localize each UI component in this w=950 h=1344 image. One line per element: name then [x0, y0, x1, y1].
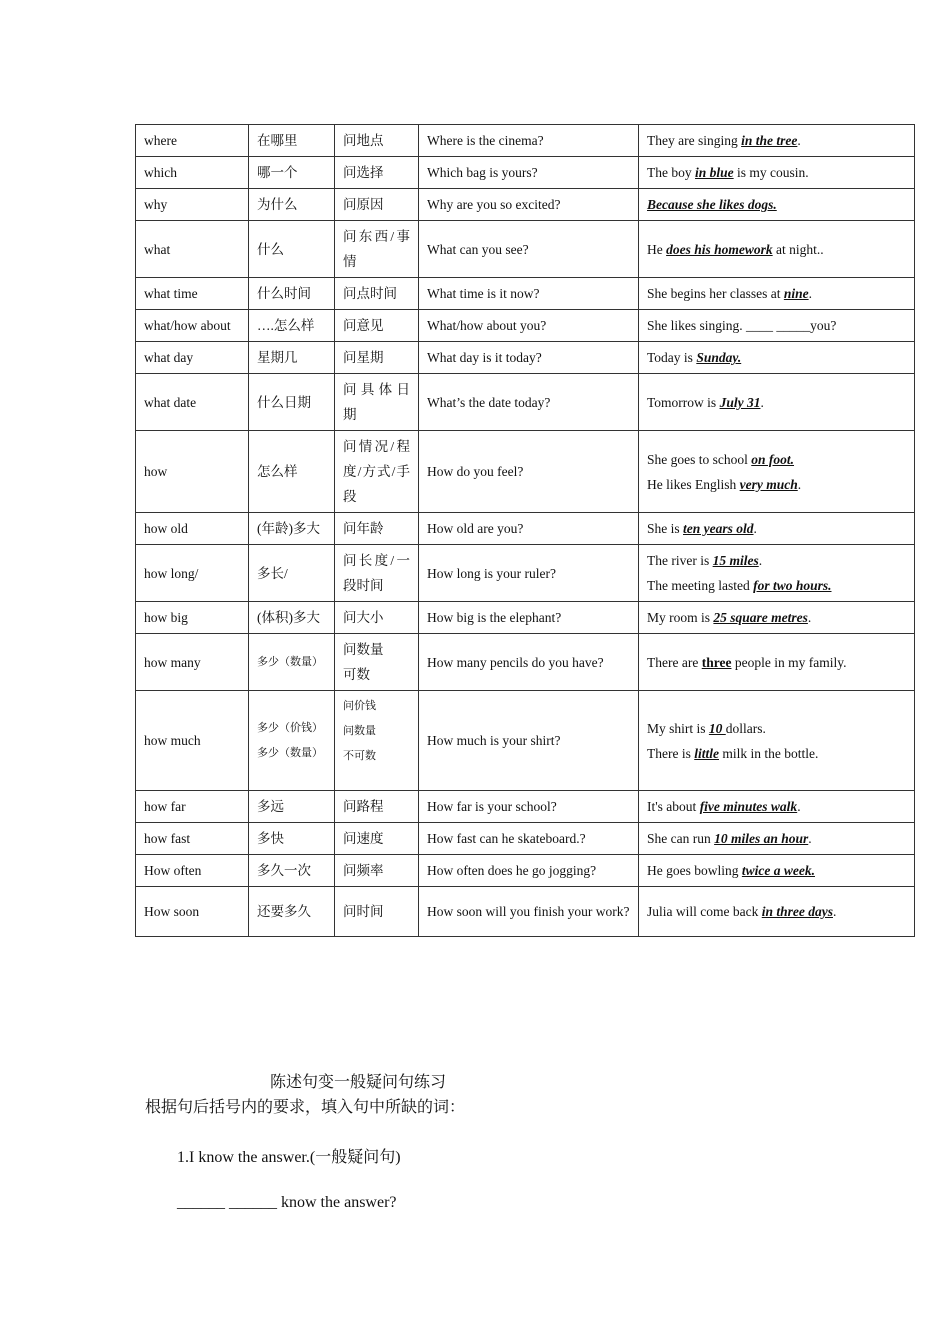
example-answer: She is ten years old.: [639, 513, 915, 545]
answer-line: The river is 15 miles.: [647, 553, 763, 568]
chinese-meaning: 多久一次: [249, 855, 335, 887]
usage: 问速度: [335, 823, 419, 855]
answer-highlight: for two hours.: [753, 578, 832, 593]
question-word: How soon: [136, 887, 249, 937]
question-word: How often: [136, 855, 249, 887]
chinese-meaning: 为什么: [249, 189, 335, 221]
table-row: [136, 221, 915, 278]
question-word: which: [136, 157, 249, 189]
example-question: What time is it now?: [419, 278, 639, 310]
example-question: Why are you so excited?: [419, 189, 639, 221]
usage: 问点时间: [335, 278, 419, 310]
table-row: [136, 513, 915, 545]
example-answer: She begins her classes at nine.: [639, 278, 915, 310]
chinese-meaning: 还要多久: [249, 887, 335, 937]
example-question: What’s the date today?: [419, 374, 639, 431]
question-word: how long/: [136, 545, 249, 602]
example-answer: There are three people in my family.: [639, 634, 915, 691]
example-answer: Today is Sunday.: [639, 342, 915, 374]
answer-highlight: in three days: [761, 904, 833, 919]
table-row: [136, 691, 915, 791]
table-row: [136, 823, 915, 855]
usage: 问星期: [335, 342, 419, 374]
table-row: [136, 189, 915, 221]
usage: 问原因: [335, 189, 419, 221]
example-answer: He goes bowling twice a week.: [639, 855, 915, 887]
chinese-meaning: ….怎么样: [249, 310, 335, 342]
usage: 问时间: [335, 887, 419, 937]
example-question: What can you see?: [419, 221, 639, 278]
chinese-meaning: 什么: [249, 221, 335, 278]
example-question: How long is your ruler?: [419, 545, 639, 602]
question-word: what day: [136, 342, 249, 374]
answer-line: My shirt is 10 dollars.: [647, 720, 766, 736]
question-word: how old: [136, 513, 249, 545]
exercise-answer-line-1: ______ ______ know the answer?: [177, 1194, 397, 1211]
question-word: where: [136, 125, 249, 157]
question-word-table: [135, 124, 915, 937]
example-answer: They are singing in the tree.: [639, 125, 915, 157]
chinese-meaning: (体积)多大: [249, 602, 335, 634]
table-row: [136, 374, 915, 431]
usage: 问路程: [335, 791, 419, 823]
question-word: what/how about: [136, 310, 249, 342]
example-question: How far is your school?: [419, 791, 639, 823]
usage: 问数量 可数: [335, 634, 419, 691]
example-answer: The boy in blue is my cousin.: [639, 157, 915, 189]
usage: 问选择: [335, 157, 419, 189]
answer-line: He likes English very much.: [647, 476, 802, 492]
table-row: [136, 278, 915, 310]
usage: 问情况/程度/方式/手段: [335, 431, 419, 513]
chinese-meaning: 哪一个: [249, 157, 335, 189]
answer-highlight: five minutes walk: [699, 799, 798, 814]
example-answer: Tomorrow is July 31.: [639, 374, 915, 431]
example-question: How soon will you finish your work?: [419, 887, 639, 937]
example-question: How often does he go jogging?: [419, 855, 639, 887]
example-question: Where is the cinema?: [419, 125, 639, 157]
usage: 问地点: [335, 125, 419, 157]
answer-highlight: 10 miles an hour: [714, 831, 809, 846]
example-answer: [639, 189, 915, 221]
table-row: [136, 887, 915, 937]
table-row: [136, 431, 915, 513]
usage: 问价钱 问数量 不可数: [335, 691, 419, 791]
table-row: [136, 855, 915, 887]
chinese-meaning: 星期几: [249, 342, 335, 374]
answer-highlight: three: [701, 654, 732, 670]
question-word: how big: [136, 602, 249, 634]
example-answer: She can run 10 miles an hour.: [639, 823, 915, 855]
chinese-meaning: 什么日期: [249, 374, 335, 431]
example-question: How big is the elephant?: [419, 602, 639, 634]
chinese-meaning: 多快: [249, 823, 335, 855]
example-answer: He does his homework at night..: [639, 221, 915, 278]
table-row: [136, 602, 915, 634]
chinese-meaning: 多长/: [249, 545, 335, 602]
usage: 问东西/事情: [335, 221, 419, 278]
answer-highlight: does his homework: [666, 241, 773, 257]
answer-highlight: in the tree: [741, 133, 798, 148]
example-answer: [639, 691, 915, 791]
table-row: [136, 157, 915, 189]
example-answer: [639, 431, 915, 513]
usage: 问长度/一段时间: [335, 545, 419, 602]
answer-highlight: on foot.: [751, 451, 795, 467]
usage: 问频率: [335, 855, 419, 887]
example-question: How do you feel?: [419, 431, 639, 513]
table-row: [136, 791, 915, 823]
answer-highlight: little: [694, 745, 719, 761]
example-answer: My room is 25 square metres.: [639, 602, 915, 634]
usage: 问具体日期: [335, 374, 419, 431]
table-row: [136, 545, 915, 602]
example-question: How much is your shirt?: [419, 691, 639, 791]
example-answer: Julia will come back in three days.: [639, 887, 915, 937]
answer-highlight: July 31: [719, 394, 761, 410]
example-question: What day is it today?: [419, 342, 639, 374]
chinese-meaning: 多少（价钱） 多少（数量）: [249, 691, 335, 791]
usage: 问意见: [335, 310, 419, 342]
question-word: what: [136, 221, 249, 278]
example-answer: [639, 545, 915, 602]
answer-highlight: Because she likes dogs.: [647, 197, 777, 212]
answer-line: She goes to school on foot.: [647, 451, 795, 467]
answer-highlight: nine: [783, 286, 809, 301]
example-question: How old are you?: [419, 513, 639, 545]
exercise-heading: 陈述句变一般疑问句练习: [270, 1074, 447, 1091]
chinese-meaning: 什么时间: [249, 278, 335, 310]
question-word: what date: [136, 374, 249, 431]
answer-highlight: Sunday.: [696, 350, 742, 365]
answer-highlight: 25 square metres: [713, 610, 808, 625]
chinese-meaning: 多少（数量）: [249, 634, 335, 691]
table-row: [136, 342, 915, 374]
example-question: How many pencils do you have?: [419, 634, 639, 691]
answer-highlight: very much: [739, 476, 798, 492]
question-word: how far: [136, 791, 249, 823]
chinese-meaning: 在哪里: [249, 125, 335, 157]
answer-highlight: ten years old: [683, 521, 754, 536]
table-row: [136, 125, 915, 157]
chinese-meaning: (年龄)多大: [249, 513, 335, 545]
chinese-meaning: 怎么样: [249, 431, 335, 513]
chinese-meaning: 多远: [249, 791, 335, 823]
exercise-question-1: 1.I know the answer.(一般疑问句): [177, 1149, 401, 1166]
usage: 问大小: [335, 602, 419, 634]
example-question: How fast can he skateboard.?: [419, 823, 639, 855]
question-word: what time: [136, 278, 249, 310]
answer-highlight: 15 miles: [712, 553, 759, 568]
question-word: how: [136, 431, 249, 513]
question-word: how much: [136, 691, 249, 791]
answer-line: The meeting lasted for two hours.: [647, 578, 832, 593]
question-word: why: [136, 189, 249, 221]
table-row: [136, 310, 915, 342]
example-question: Which bag is yours?: [419, 157, 639, 189]
answer-highlight: twice a week.: [741, 863, 815, 878]
question-word: how many: [136, 634, 249, 691]
answer-line: There is little milk in the bottle.: [647, 745, 819, 761]
example-answer: She likes singing. ____ _____you?: [639, 310, 915, 342]
question-word: how fast: [136, 823, 249, 855]
answer-highlight: 10: [708, 720, 726, 736]
exercise-instruction: 根据句后括号内的要求，填入句中所缺的词：: [145, 1099, 466, 1116]
table-row: [136, 634, 915, 691]
usage: 问年龄: [335, 513, 419, 545]
example-answer: It's about five minutes walk.: [639, 791, 915, 823]
answer-highlight: in blue: [695, 165, 734, 180]
example-question: What/how about you?: [419, 310, 639, 342]
